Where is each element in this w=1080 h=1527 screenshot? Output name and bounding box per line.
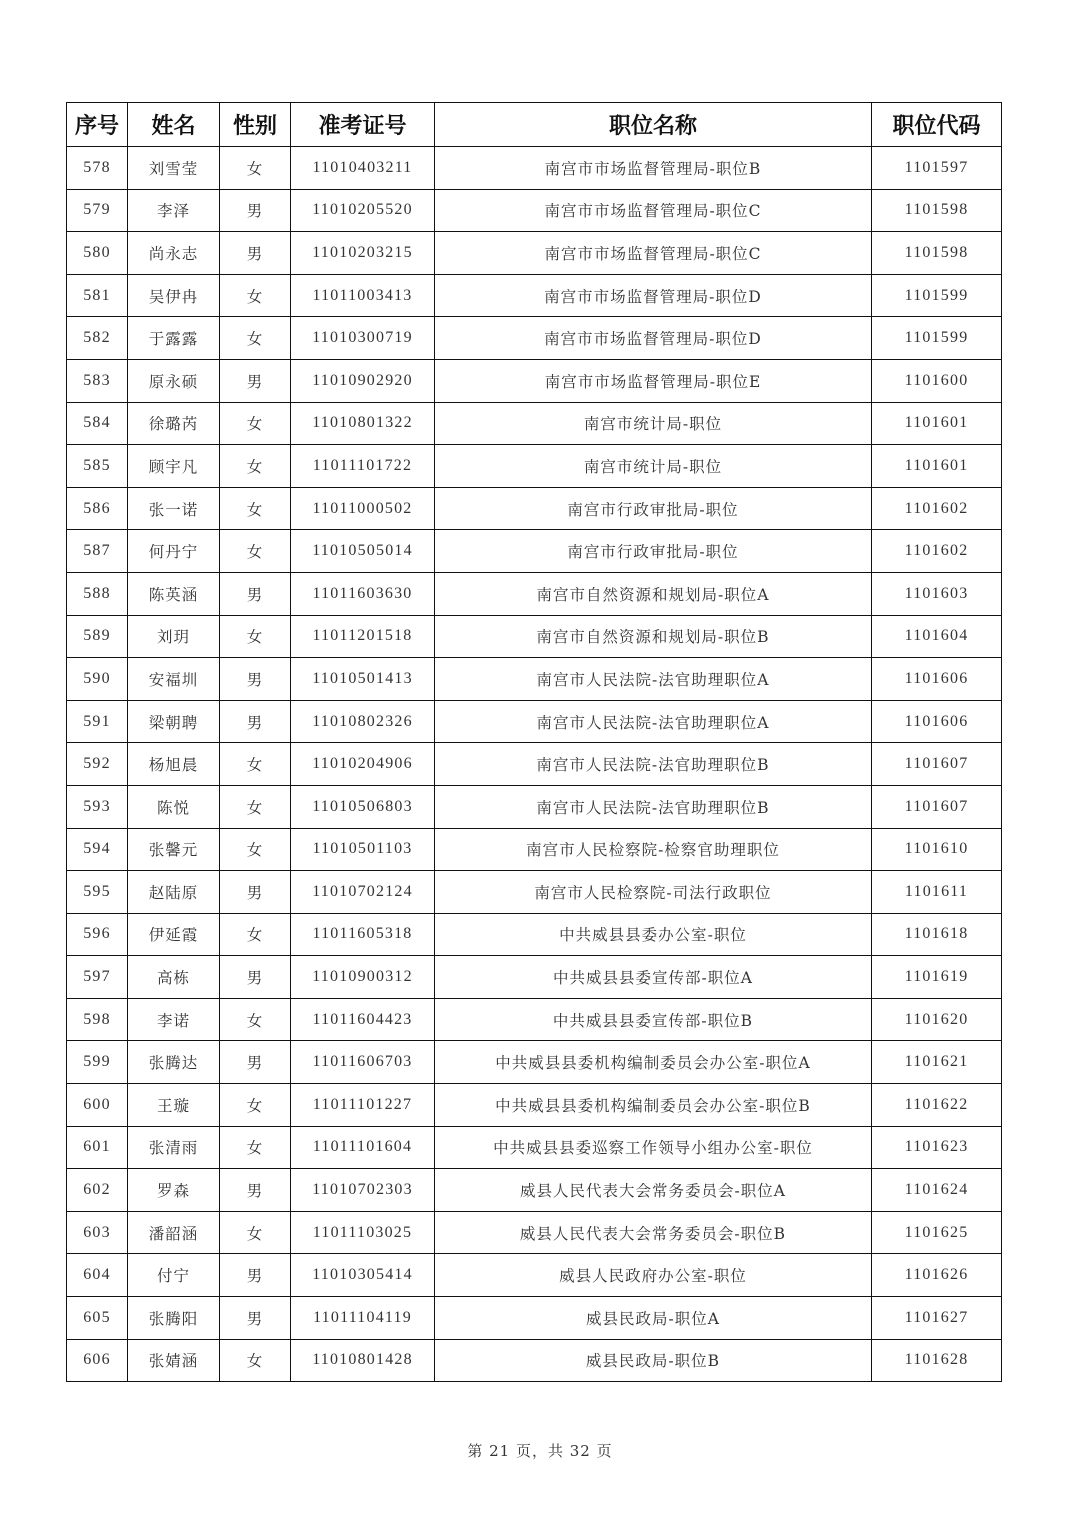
candidate-table	[66, 102, 1002, 1382]
serial-number-cell: 601	[67, 1126, 128, 1169]
position-code-cell: 1101599	[872, 274, 1002, 317]
name-cell: 王璇	[128, 1084, 220, 1127]
position-code-cell: 1101607	[872, 785, 1002, 828]
position-name-cell: 中共威县县委办公室-职位	[435, 913, 872, 956]
serial-number-cell: 578	[67, 147, 128, 190]
serial-number-cell: 583	[67, 359, 128, 402]
table-row	[67, 1041, 1002, 1084]
table-row	[67, 1211, 1002, 1254]
gender-cell: 男	[220, 189, 291, 232]
gender-cell: 女	[220, 913, 291, 956]
admission-number-cell: 11010203215	[291, 232, 435, 275]
table-row	[67, 1169, 1002, 1212]
position-code-cell: 1101598	[872, 189, 1002, 232]
position-name-cell: 南宫市市场监督管理局-职位C	[435, 189, 872, 232]
admission-number-cell: 11011606703	[291, 1041, 435, 1084]
gender-cell: 男	[220, 359, 291, 402]
serial-number-cell: 603	[67, 1211, 128, 1254]
gender-cell: 女	[220, 530, 291, 573]
serial-number-cell: 596	[67, 913, 128, 956]
position-code-cell: 1101604	[872, 615, 1002, 658]
admission-number-cell: 11011201518	[291, 615, 435, 658]
table-row	[67, 274, 1002, 317]
position-code-cell: 1101627	[872, 1297, 1002, 1340]
gender-cell: 女	[220, 445, 291, 488]
admission-number-cell: 11011000502	[291, 487, 435, 530]
serial-number-cell: 594	[67, 828, 128, 871]
gender-cell: 女	[220, 615, 291, 658]
position-code-cell: 1101618	[872, 913, 1002, 956]
gender-cell: 男	[220, 232, 291, 275]
position-code-cell: 1101621	[872, 1041, 1002, 1084]
header-serial-number: 序号	[67, 103, 128, 147]
table-row	[67, 317, 1002, 360]
position-name-cell: 南宫市统计局-职位	[435, 402, 872, 445]
gender-cell: 女	[220, 785, 291, 828]
position-name-cell: 南宫市自然资源和规划局-职位B	[435, 615, 872, 658]
admission-number-cell: 11010501103	[291, 828, 435, 871]
header-gender: 性别	[220, 103, 291, 147]
admission-number-cell: 11011003413	[291, 274, 435, 317]
gender-cell: 女	[220, 317, 291, 360]
position-code-cell: 1101606	[872, 658, 1002, 701]
gender-cell: 女	[220, 743, 291, 786]
table-row	[67, 1339, 1002, 1382]
table-row	[67, 487, 1002, 530]
serial-number-cell: 598	[67, 998, 128, 1041]
serial-number-cell: 602	[67, 1169, 128, 1212]
gender-cell: 男	[220, 1041, 291, 1084]
position-code-cell: 1101624	[872, 1169, 1002, 1212]
name-cell: 杨旭晨	[128, 743, 220, 786]
name-cell: 陈悦	[128, 785, 220, 828]
serial-number-cell: 584	[67, 402, 128, 445]
position-name-cell: 南宫市人民检察院-司法行政职位	[435, 871, 872, 914]
table-row	[67, 785, 1002, 828]
table-header	[67, 103, 1002, 147]
gender-cell: 男	[220, 956, 291, 999]
name-cell: 尚永志	[128, 232, 220, 275]
position-code-cell: 1101600	[872, 359, 1002, 402]
header-position-name: 职位名称	[435, 103, 872, 147]
serial-number-cell: 606	[67, 1339, 128, 1382]
position-code-cell: 1101619	[872, 956, 1002, 999]
name-cell: 陈英涵	[128, 572, 220, 615]
name-cell: 刘玥	[128, 615, 220, 658]
table-row	[67, 189, 1002, 232]
admission-number-cell: 11010900312	[291, 956, 435, 999]
position-name-cell: 威县人民代表大会常务委员会-职位B	[435, 1211, 872, 1254]
table-row	[67, 1126, 1002, 1169]
serial-number-cell: 593	[67, 785, 128, 828]
position-name-cell: 南宫市人民法院-法官助理职位A	[435, 700, 872, 743]
table-row	[67, 615, 1002, 658]
gender-cell: 女	[220, 998, 291, 1041]
serial-number-cell: 599	[67, 1041, 128, 1084]
serial-number-cell: 582	[67, 317, 128, 360]
header-position-code: 职位代码	[872, 103, 1002, 147]
serial-number-cell: 580	[67, 232, 128, 275]
table-row	[67, 871, 1002, 914]
position-name-cell: 南宫市人民检察院-检察官助理职位	[435, 828, 872, 871]
serial-number-cell: 586	[67, 487, 128, 530]
name-cell: 张腾达	[128, 1041, 220, 1084]
position-code-cell: 1101607	[872, 743, 1002, 786]
table-body	[67, 147, 1002, 1382]
position-code-cell: 1101625	[872, 1211, 1002, 1254]
gender-cell: 女	[220, 1339, 291, 1382]
name-cell: 高栋	[128, 956, 220, 999]
position-name-cell: 威县民政局-职位B	[435, 1339, 872, 1382]
table-row	[67, 445, 1002, 488]
position-code-cell: 1101601	[872, 445, 1002, 488]
header-admission-number: 准考证号	[291, 103, 435, 147]
name-cell: 张馨元	[128, 828, 220, 871]
table-row	[67, 658, 1002, 701]
name-cell: 张一诺	[128, 487, 220, 530]
admission-number-cell: 11010300719	[291, 317, 435, 360]
gender-cell: 女	[220, 402, 291, 445]
position-code-cell: 1101598	[872, 232, 1002, 275]
position-name-cell: 南宫市市场监督管理局-职位D	[435, 274, 872, 317]
position-name-cell: 南宫市统计局-职位	[435, 445, 872, 488]
table-row	[67, 530, 1002, 573]
name-cell: 张腾阳	[128, 1297, 220, 1340]
position-code-cell: 1101597	[872, 147, 1002, 190]
admission-number-cell: 11010902920	[291, 359, 435, 402]
position-code-cell: 1101602	[872, 530, 1002, 573]
name-cell: 徐璐芮	[128, 402, 220, 445]
gender-cell: 男	[220, 700, 291, 743]
name-cell: 顾宇凡	[128, 445, 220, 488]
table-row	[67, 1297, 1002, 1340]
name-cell: 李泽	[128, 189, 220, 232]
admission-number-cell: 11011101722	[291, 445, 435, 488]
gender-cell: 女	[220, 274, 291, 317]
admission-number-cell: 11010501413	[291, 658, 435, 701]
admission-number-cell: 11011604423	[291, 998, 435, 1041]
table-row	[67, 700, 1002, 743]
name-cell: 于露露	[128, 317, 220, 360]
position-name-cell: 南宫市人民法院-法官助理职位B	[435, 743, 872, 786]
gender-cell: 男	[220, 658, 291, 701]
name-cell: 李诺	[128, 998, 220, 1041]
serial-number-cell: 590	[67, 658, 128, 701]
name-cell: 原永硕	[128, 359, 220, 402]
name-cell: 付宁	[128, 1254, 220, 1297]
table-row	[67, 359, 1002, 402]
position-code-cell: 1101601	[872, 402, 1002, 445]
position-name-cell: 南宫市人民法院-法官助理职位A	[435, 658, 872, 701]
table-row	[67, 147, 1002, 190]
serial-number-cell: 587	[67, 530, 128, 573]
serial-number-cell: 600	[67, 1084, 128, 1127]
position-code-cell: 1101599	[872, 317, 1002, 360]
name-cell: 吴伊冉	[128, 274, 220, 317]
name-cell: 梁朝聘	[128, 700, 220, 743]
table-row	[67, 402, 1002, 445]
name-cell: 张婧涵	[128, 1339, 220, 1382]
name-cell: 安福圳	[128, 658, 220, 701]
admission-number-cell: 11011605318	[291, 913, 435, 956]
position-code-cell: 1101610	[872, 828, 1002, 871]
serial-number-cell: 579	[67, 189, 128, 232]
admission-number-cell: 11010205520	[291, 189, 435, 232]
position-name-cell: 中共威县县委巡察工作领导小组办公室-职位	[435, 1126, 872, 1169]
serial-number-cell: 604	[67, 1254, 128, 1297]
gender-cell: 女	[220, 1084, 291, 1127]
admission-number-cell: 11010702303	[291, 1169, 435, 1212]
gender-cell: 女	[220, 147, 291, 190]
position-code-cell: 1101623	[872, 1126, 1002, 1169]
position-name-cell: 南宫市市场监督管理局-职位B	[435, 147, 872, 190]
admission-number-cell: 11010702124	[291, 871, 435, 914]
position-name-cell: 中共威县县委宣传部-职位B	[435, 998, 872, 1041]
table-row	[67, 743, 1002, 786]
table-row	[67, 1254, 1002, 1297]
serial-number-cell: 589	[67, 615, 128, 658]
gender-cell: 男	[220, 871, 291, 914]
table-row	[67, 913, 1002, 956]
admission-number-cell: 11010506803	[291, 785, 435, 828]
position-name-cell: 南宫市市场监督管理局-职位D	[435, 317, 872, 360]
name-cell: 赵陆原	[128, 871, 220, 914]
header-row	[67, 103, 1002, 147]
admission-number-cell: 11011103025	[291, 1211, 435, 1254]
serial-number-cell: 597	[67, 956, 128, 999]
position-name-cell: 中共威县县委机构编制委员会办公室-职位A	[435, 1041, 872, 1084]
admission-number-cell: 11010801322	[291, 402, 435, 445]
name-cell: 潘韶涵	[128, 1211, 220, 1254]
table-row	[67, 956, 1002, 999]
gender-cell: 男	[220, 1169, 291, 1212]
position-code-cell: 1101606	[872, 700, 1002, 743]
admission-number-cell: 11010802326	[291, 700, 435, 743]
gender-cell: 女	[220, 1126, 291, 1169]
name-cell: 刘雪莹	[128, 147, 220, 190]
position-code-cell: 1101622	[872, 1084, 1002, 1127]
serial-number-cell: 588	[67, 572, 128, 615]
admission-number-cell: 11011101227	[291, 1084, 435, 1127]
position-code-cell: 1101602	[872, 487, 1002, 530]
name-cell: 罗森	[128, 1169, 220, 1212]
gender-cell: 女	[220, 487, 291, 530]
gender-cell: 男	[220, 1297, 291, 1340]
admission-number-cell: 11011104119	[291, 1297, 435, 1340]
serial-number-cell: 605	[67, 1297, 128, 1340]
name-cell: 何丹宁	[128, 530, 220, 573]
position-code-cell: 1101603	[872, 572, 1002, 615]
serial-number-cell: 592	[67, 743, 128, 786]
position-name-cell: 南宫市市场监督管理局-职位C	[435, 232, 872, 275]
position-name-cell: 南宫市人民法院-法官助理职位B	[435, 785, 872, 828]
name-cell: 张清雨	[128, 1126, 220, 1169]
position-name-cell: 南宫市自然资源和规划局-职位A	[435, 572, 872, 615]
position-code-cell: 1101620	[872, 998, 1002, 1041]
admission-number-cell: 11011603630	[291, 572, 435, 615]
position-name-cell: 中共威县县委机构编制委员会办公室-职位B	[435, 1084, 872, 1127]
admission-number-cell: 11010305414	[291, 1254, 435, 1297]
position-code-cell: 1101628	[872, 1339, 1002, 1382]
table-row	[67, 828, 1002, 871]
table-row	[67, 1084, 1002, 1127]
position-code-cell: 1101626	[872, 1254, 1002, 1297]
position-name-cell: 中共威县县委宣传部-职位A	[435, 956, 872, 999]
admission-number-cell: 11011101604	[291, 1126, 435, 1169]
gender-cell: 男	[220, 572, 291, 615]
position-name-cell: 威县人民政府办公室-职位	[435, 1254, 872, 1297]
admission-number-cell: 11010204906	[291, 743, 435, 786]
gender-cell: 男	[220, 1254, 291, 1297]
header-name: 姓名	[128, 103, 220, 147]
gender-cell: 女	[220, 1211, 291, 1254]
table-row	[67, 572, 1002, 615]
gender-cell: 女	[220, 828, 291, 871]
position-name-cell: 南宫市行政审批局-职位	[435, 487, 872, 530]
table-row	[67, 998, 1002, 1041]
admission-number-cell: 11010801428	[291, 1339, 435, 1382]
position-name-cell: 威县人民代表大会常务委员会-职位A	[435, 1169, 872, 1212]
admission-number-cell: 11010403211	[291, 147, 435, 190]
admission-number-cell: 11010505014	[291, 530, 435, 573]
name-cell: 伊延霞	[128, 913, 220, 956]
position-name-cell: 南宫市行政审批局-职位	[435, 530, 872, 573]
table-row	[67, 232, 1002, 275]
serial-number-cell: 591	[67, 700, 128, 743]
serial-number-cell: 595	[67, 871, 128, 914]
page-footer: 第 21 页，共 32 页	[467, 1442, 613, 1460]
position-code-cell: 1101611	[872, 871, 1002, 914]
serial-number-cell: 581	[67, 274, 128, 317]
position-name-cell: 南宫市市场监督管理局-职位E	[435, 359, 872, 402]
serial-number-cell: 585	[67, 445, 128, 488]
position-name-cell: 威县民政局-职位A	[435, 1297, 872, 1340]
